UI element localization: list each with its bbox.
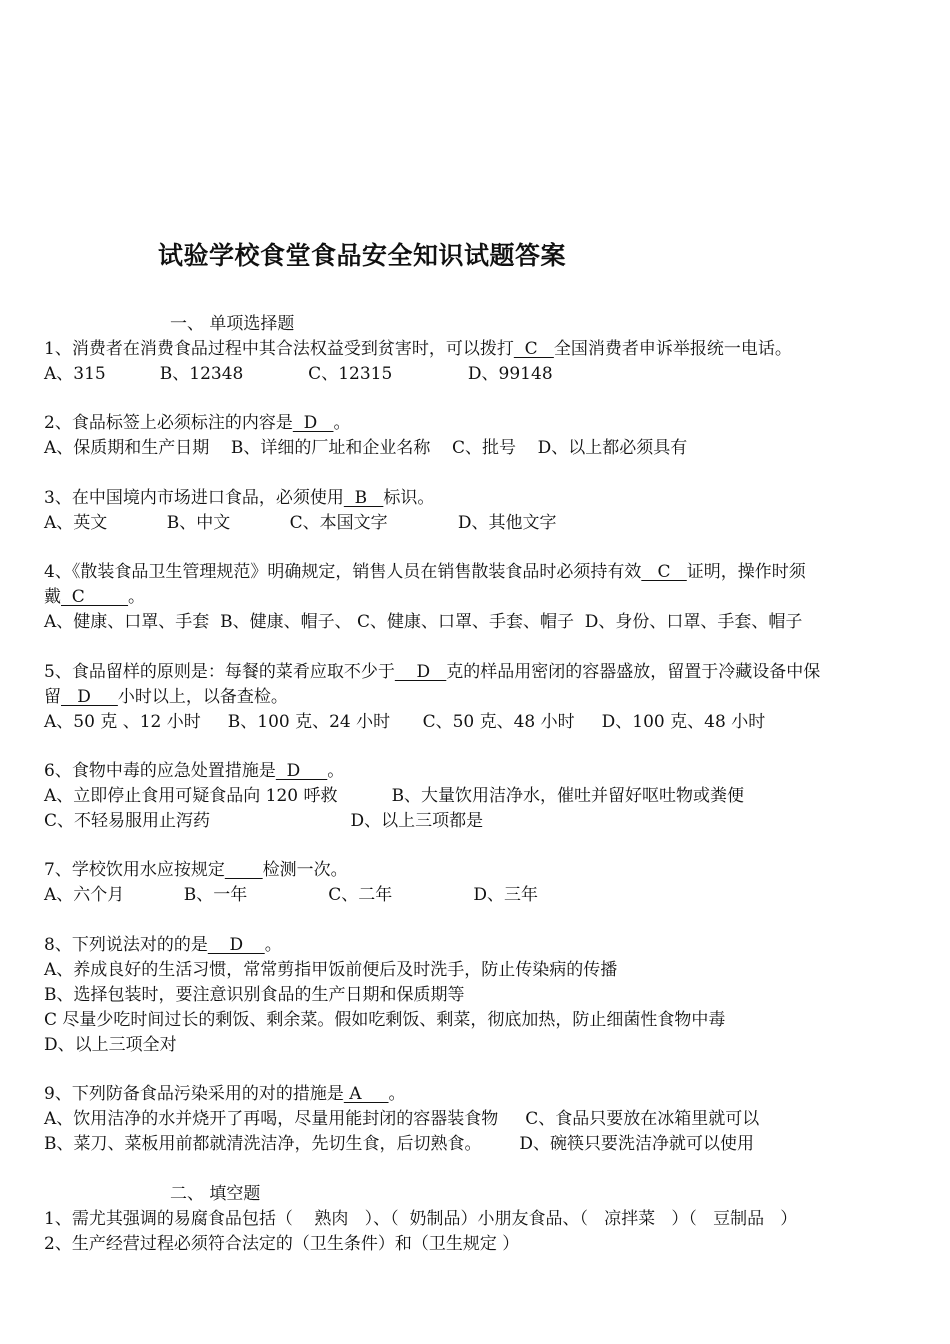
question-2-options: A、保质期和生产日期 B、详细的厂址和企业名称 C、批号 D、以上都必须具有 — [44, 438, 688, 458]
section-heading-single-choice: 一、 单项选择题 — [170, 314, 295, 334]
question-7-answer-blank — [225, 860, 263, 880]
fill-question-2: 2、生产经营过程必须符合法定的（卫生条件）和（卫生规定 ） — [44, 1234, 520, 1254]
question-9 — [44, 1082, 406, 1107]
text-fragment: 留 — [44, 687, 61, 707]
question-4-options: A、健康、口罩、手套 B、健康、帽子、 C、健康、口罩、手套、帽子 D、身份、口罩、手套、帽子 — [44, 612, 803, 632]
question-3-text: 3、在中国境内市场进口食品，必须使用 — [44, 488, 344, 508]
question-8-text: 8、下列说法对的的是 — [44, 935, 208, 955]
question-7-options: A、六个月 B、一年 C、二年 D、三年 — [44, 885, 538, 905]
question-7 — [44, 858, 348, 883]
question-8-option-a: A、养成良好的生活习惯，常常剪指甲饭前便后及时洗手，防止传染病的传播 — [44, 960, 618, 980]
question-5-answer-blank: D — [394, 662, 447, 682]
question-9-options-bd: B、菜刀、菜板用前都就清洗洁净，先切生食，后切熟食。 D、碗筷只要洗洁净就可以使用 — [44, 1134, 754, 1154]
question-3 — [44, 486, 434, 511]
text-fragment: 标识。 — [383, 488, 435, 508]
text-fragment: 。 — [264, 935, 282, 955]
question-8-option-b: B、选择包装时，要注意识别食品的生产日期和保质期等 — [44, 985, 465, 1005]
text-fragment: 。 — [388, 1084, 406, 1104]
text-fragment: 戴 — [44, 587, 61, 607]
question-2 — [44, 411, 350, 436]
question-7-text: 7、学校饮用水应按规定 — [44, 860, 225, 880]
question-5-options: A、50 克 、12 小时 B、100 克、24 小时 C、50 克、48 小时 D、100 克、48 小时 — [44, 712, 766, 732]
question-3-options: A、英文 B、中文 C、本国文字 D、其他文字 — [44, 513, 557, 533]
question-6-options-ab: A、立即停止食用可疑食品向 120 呼救 B、大量饮用洁净水，催吐并留好呕吐物或粪便 — [44, 786, 745, 806]
text-fragment: 检测一次。 — [262, 860, 348, 880]
question-4-text: 4、《散装食品卫生管理规范》明确规定，销售人员在销售散装食品时必须持有效 — [44, 562, 642, 582]
question-5-line-2 — [44, 685, 288, 710]
question-3-answer-blank: B — [343, 488, 384, 508]
question-8-option-d: D、以上三项全对 — [44, 1035, 177, 1055]
fill-question-1: 1、需尤其强调的易腐食品包括（ 熟肉 ）、（ 奶制品）小朋友食品、（ 凉拌菜 ）（ 豆制品 ） — [44, 1209, 798, 1229]
text-fragment: 全国消费者申诉举报统一电话。 — [553, 339, 792, 359]
question-1-options: A、315 B、12348 C、12315 D、99148 — [44, 364, 553, 384]
question-5-answer-blank-2: D — [61, 687, 118, 707]
question-4-answer-blank-2: C — [61, 587, 129, 607]
question-4-line-2 — [44, 585, 145, 610]
question-6-text: 6、食物中毒的应急处置措施是 — [44, 761, 276, 781]
question-6-answer-blank: D — [275, 761, 328, 781]
question-1 — [44, 337, 792, 362]
question-4-answer-blank: C — [641, 562, 687, 582]
text-fragment: 。 — [333, 413, 351, 433]
question-8 — [44, 933, 282, 958]
text-fragment: 证明，操作时须 — [686, 562, 806, 582]
question-5 — [44, 660, 820, 685]
question-6 — [44, 759, 344, 784]
question-1-answer-blank: C — [513, 339, 554, 359]
question-4 — [44, 560, 806, 585]
question-5-text: 5、食品留样的原则是：每餐的菜肴应取不少于 — [44, 662, 395, 682]
question-9-text: 9、下列防备食品污染采用的对的措施是 — [44, 1084, 344, 1104]
question-9-answer-blank: A — [343, 1084, 389, 1104]
text-fragment: 克的样品用密闭的容器盛放，留置于冷藏设备中保 — [446, 662, 821, 682]
question-2-text: 2、食品标签上必须标注的内容是 — [44, 413, 293, 433]
document-title: 试验学校食堂食品安全知识试题答案 — [158, 241, 567, 270]
section-heading-fill-blank: 二、 填空题 — [170, 1184, 261, 1204]
question-9-options-ac: A、饮用洁净的水并烧开了再喝，尽量用能封闭的容器装食物 C、食品只要放在冰箱里就可以 — [44, 1109, 760, 1129]
question-2-answer-blank: D — [292, 413, 334, 433]
question-8-answer-blank: D — [207, 935, 265, 955]
text-fragment: 小时以上，以备查检。 — [117, 687, 288, 707]
text-fragment: 。 — [128, 587, 146, 607]
question-1-text: 1、消费者在消费食品过程中其合法权益受到贫害时，可以拨打 — [44, 339, 514, 359]
text-fragment: 。 — [327, 761, 345, 781]
question-8-option-c: C 尽量少吃时间过长的剩饭、剩余菜。假如吃剩饭、剩菜，彻底加热，防止细菌性食物中毒 — [44, 1010, 726, 1030]
question-6-options-cd: C、不轻易服用止泻药 D、以上三项都是 — [44, 811, 484, 831]
